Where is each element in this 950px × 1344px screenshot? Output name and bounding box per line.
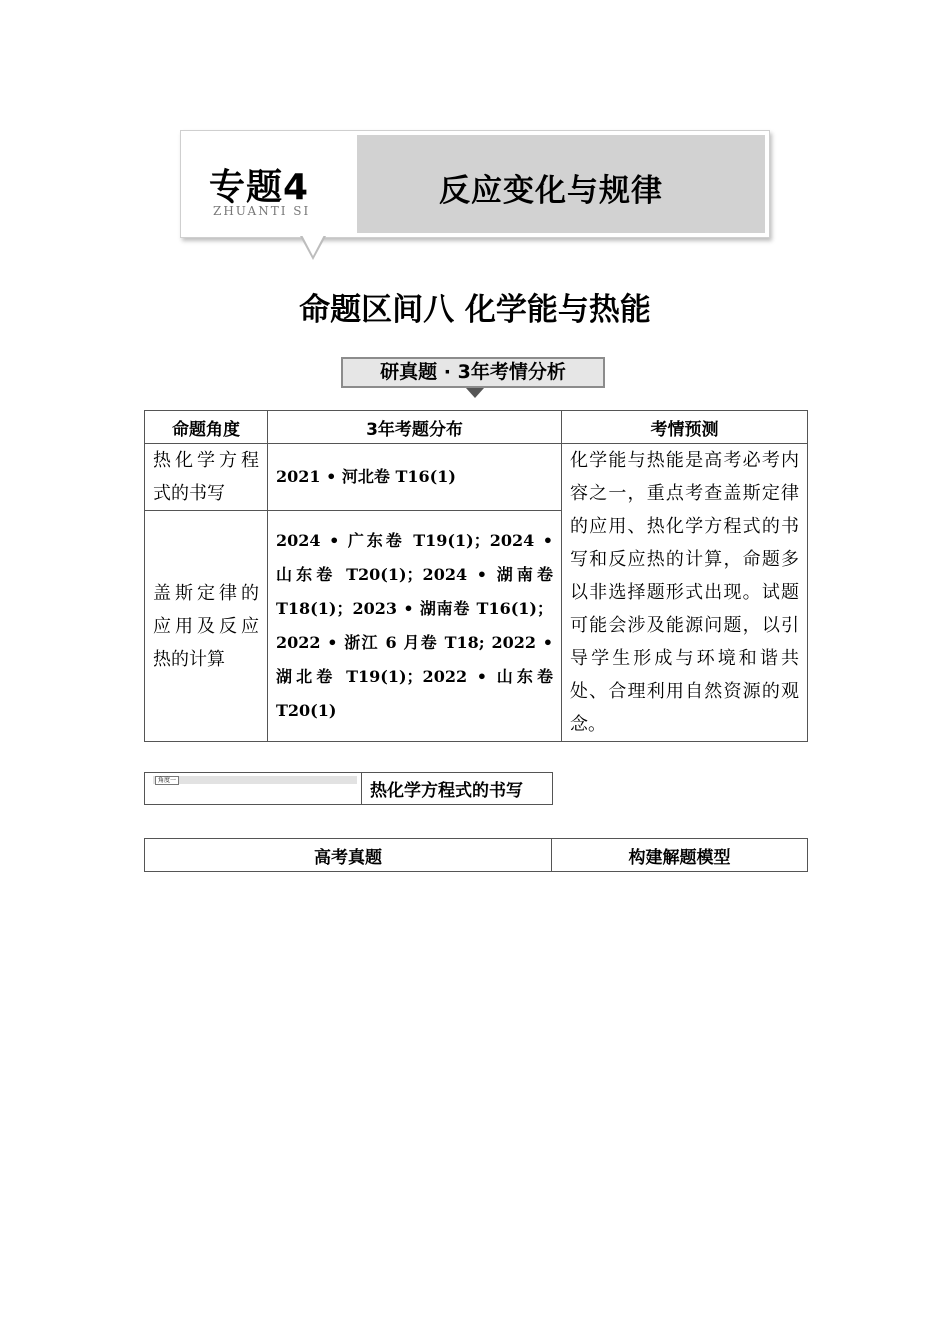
topic-one-label: 热化学方程式的书写	[362, 773, 553, 805]
table-header-row	[145, 411, 808, 444]
sub-badge-arrow-icon	[466, 388, 484, 398]
sub-badge: 研真题 · 3年考情分析	[341, 357, 605, 388]
row-angle: 热化学方程式的书写	[145, 444, 268, 511]
header-exam-questions: 高考真题	[145, 839, 552, 872]
tag-bar	[153, 776, 357, 784]
section-title: 命题区间八 化学能与热能	[299, 292, 651, 328]
bottom-table	[144, 838, 808, 872]
table-row	[145, 444, 808, 511]
topic-number: 专题4	[209, 167, 310, 208]
topic-banner	[180, 130, 770, 238]
topic-number-block	[181, 131, 357, 237]
topic-title: 反应变化与规律	[439, 173, 663, 209]
header-distribution: 3年考题分布	[268, 411, 562, 444]
analysis-table	[144, 410, 808, 742]
row-distribution: 2024 • 广东卷 T19(1)；2024 • 山东卷 T20(1)；2024 • 湖南卷 T18(1)；2023 • 湖南卷 T16(1)；2022 • 浙江 6 月卷 T18; 2022 • 湖北卷 T19(1)；2022 • 山东卷 T20(1)	[268, 511, 562, 742]
row-angle: 盖斯定律的应用及反应热的计算	[145, 511, 268, 742]
header-angle: 命题角度	[145, 411, 268, 444]
prediction-cell: 化学能与热能是高考必考内容之一，重点考查盖斯定律的应用、热化学方程式的书写和反应热的计算，命题多以非选择题形式出现。试题可能会涉及能源问题，以引导学生形成与环境和谐共处、合理利用自然资源的观念。	[562, 444, 808, 742]
topic-one-tag-cell	[145, 773, 362, 805]
topic-pinyin: ZHUANTI SI	[213, 204, 311, 218]
topic-title-block	[357, 135, 765, 233]
banner-pointer	[300, 236, 326, 260]
topic-one-header	[144, 772, 553, 805]
header-solution-model: 构建解题模型	[552, 839, 808, 872]
topic-one-tag: 角度一	[155, 776, 179, 785]
row-distribution: 2021 • 河北卷 T16(1)	[268, 444, 562, 511]
header-prediction: 考情预测	[562, 411, 808, 444]
